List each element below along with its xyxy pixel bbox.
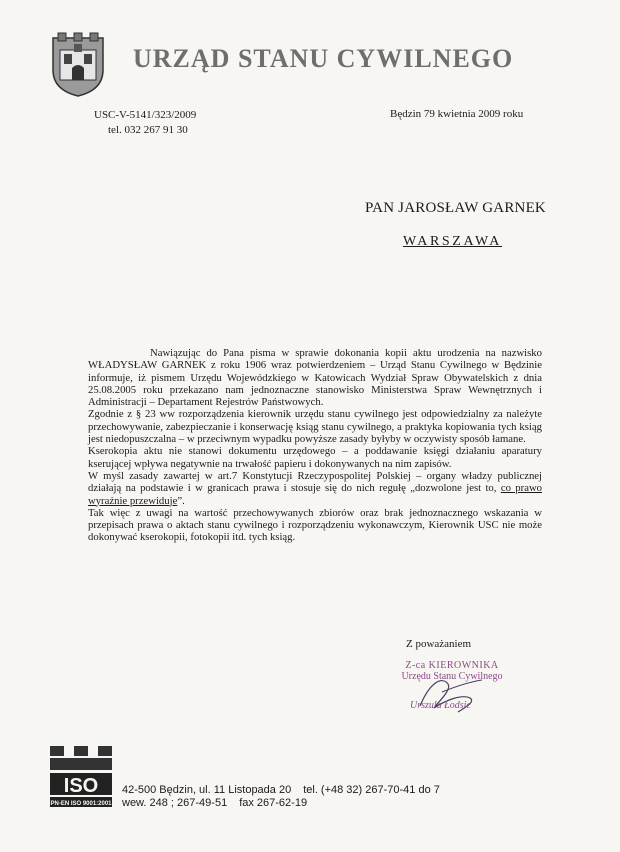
recipient-name: PAN JAROSŁAW GARNEK [365,200,546,216]
footer-fax: fax 267-62-19 [239,797,308,809]
recipient-city: WARSZAWA [403,234,503,249]
footer-line-2 [122,797,440,810]
paragraph-4-end: ”. [177,494,185,507]
office-title: URZĄD STANU CYWILNEGO [133,44,514,73]
office-phone: tel. 032 267 91 30 [108,124,188,136]
reference-block [94,108,196,138]
footer-contact [122,784,440,810]
letter-date: Będzin 79 kwietnia 2009 roku [390,108,524,120]
stamp-office: Urzędu Stanu Cywilnego [401,671,503,682]
letter-body [88,347,542,544]
iso-certification-logo [48,746,114,808]
footer-ext: wew. 248 ; 267-49-51 [122,797,228,809]
iso-cert-text: PN-EN ISO 9001:2001 [50,801,112,807]
paragraph-1: Nawiązując do Pana pisma w sprawie dokonania kopii aktu urodzenia na nazwisko WŁADYSŁAW GARNEK z roku 1906 wraz potwierdzeniem – Urząd Stanu Cywilnego w Będzinie informuje, iż pismem Urzędu Wojewódzkiego w Katowicach Wydział Spraw Obywatelskich z dnia 25.08.2005 roku przekazano nam jednoznaczne stanowisko Ministerstwa Spraw Wewnętrznych i Administracji – Departament Rejestrów Państwowych. [88,347,542,409]
closing-regards: Z poważaniem [406,638,472,650]
iso-label: ISO [63,775,99,797]
footer-line-1 [122,784,440,797]
paragraph-3: Kserokopia aktu nie stanowi dokumentu urzędowego – a poddawanie księgi działaniu aparatury kserującej wpływa negatywnie na trwałość papieru i dokonywanych na nim zapisów. [88,445,542,470]
paragraph-2: Zgodnie z § 23 ww rozporządzenia kierownik urzędu stanu cywilnego jest odpowiedzialny za należyte przechowywanie, zabezpieczanie i konserwację ksiąg stanu cywilnego, a praktyka kopiowania tych ksiąg jest niedopuszczalna – w przeciwnym wypadku powyższe zasady byłyby w oczywisty sposób łamane. [88,408,542,446]
stamp-title: Z-ca KIEROWNIKA [405,660,499,671]
paragraph-4-underlined: co prawo wyraźnie przewiduje [88,482,543,507]
reference-number: USC-V-5141/323/2009 [94,109,197,121]
paragraph-4-text: W myśl zasady zawartej w art.7 Konstytucji Rzeczypospolitej Polskiej – organy władzy publicznej działają na podstawie i w granicach prawa i stosuje się do nich regułę „dozwolone jest to, [88,469,542,495]
footer-address: 42-500 Będzin, ul. 11 Listopada 20 [122,784,292,796]
city-crest-icon [50,32,106,98]
paragraph-4 [88,470,542,507]
footer-tel: tel. (+48 32) 267-70-41 do 7 [303,784,440,796]
signer-name: Urszula Łodsic [410,700,471,711]
paragraph-5: Tak więc z uwagi na wartość przechowywanych zbiorów oraz brak jednoznacznego wskazania w przepisach prawa o aktach stanu cywilnego i rozporządzeniu wykonawczym, Kierownik USC nie może dokonywać kserokopii, fotokopii itd. tych ksiąg. [88,506,542,544]
